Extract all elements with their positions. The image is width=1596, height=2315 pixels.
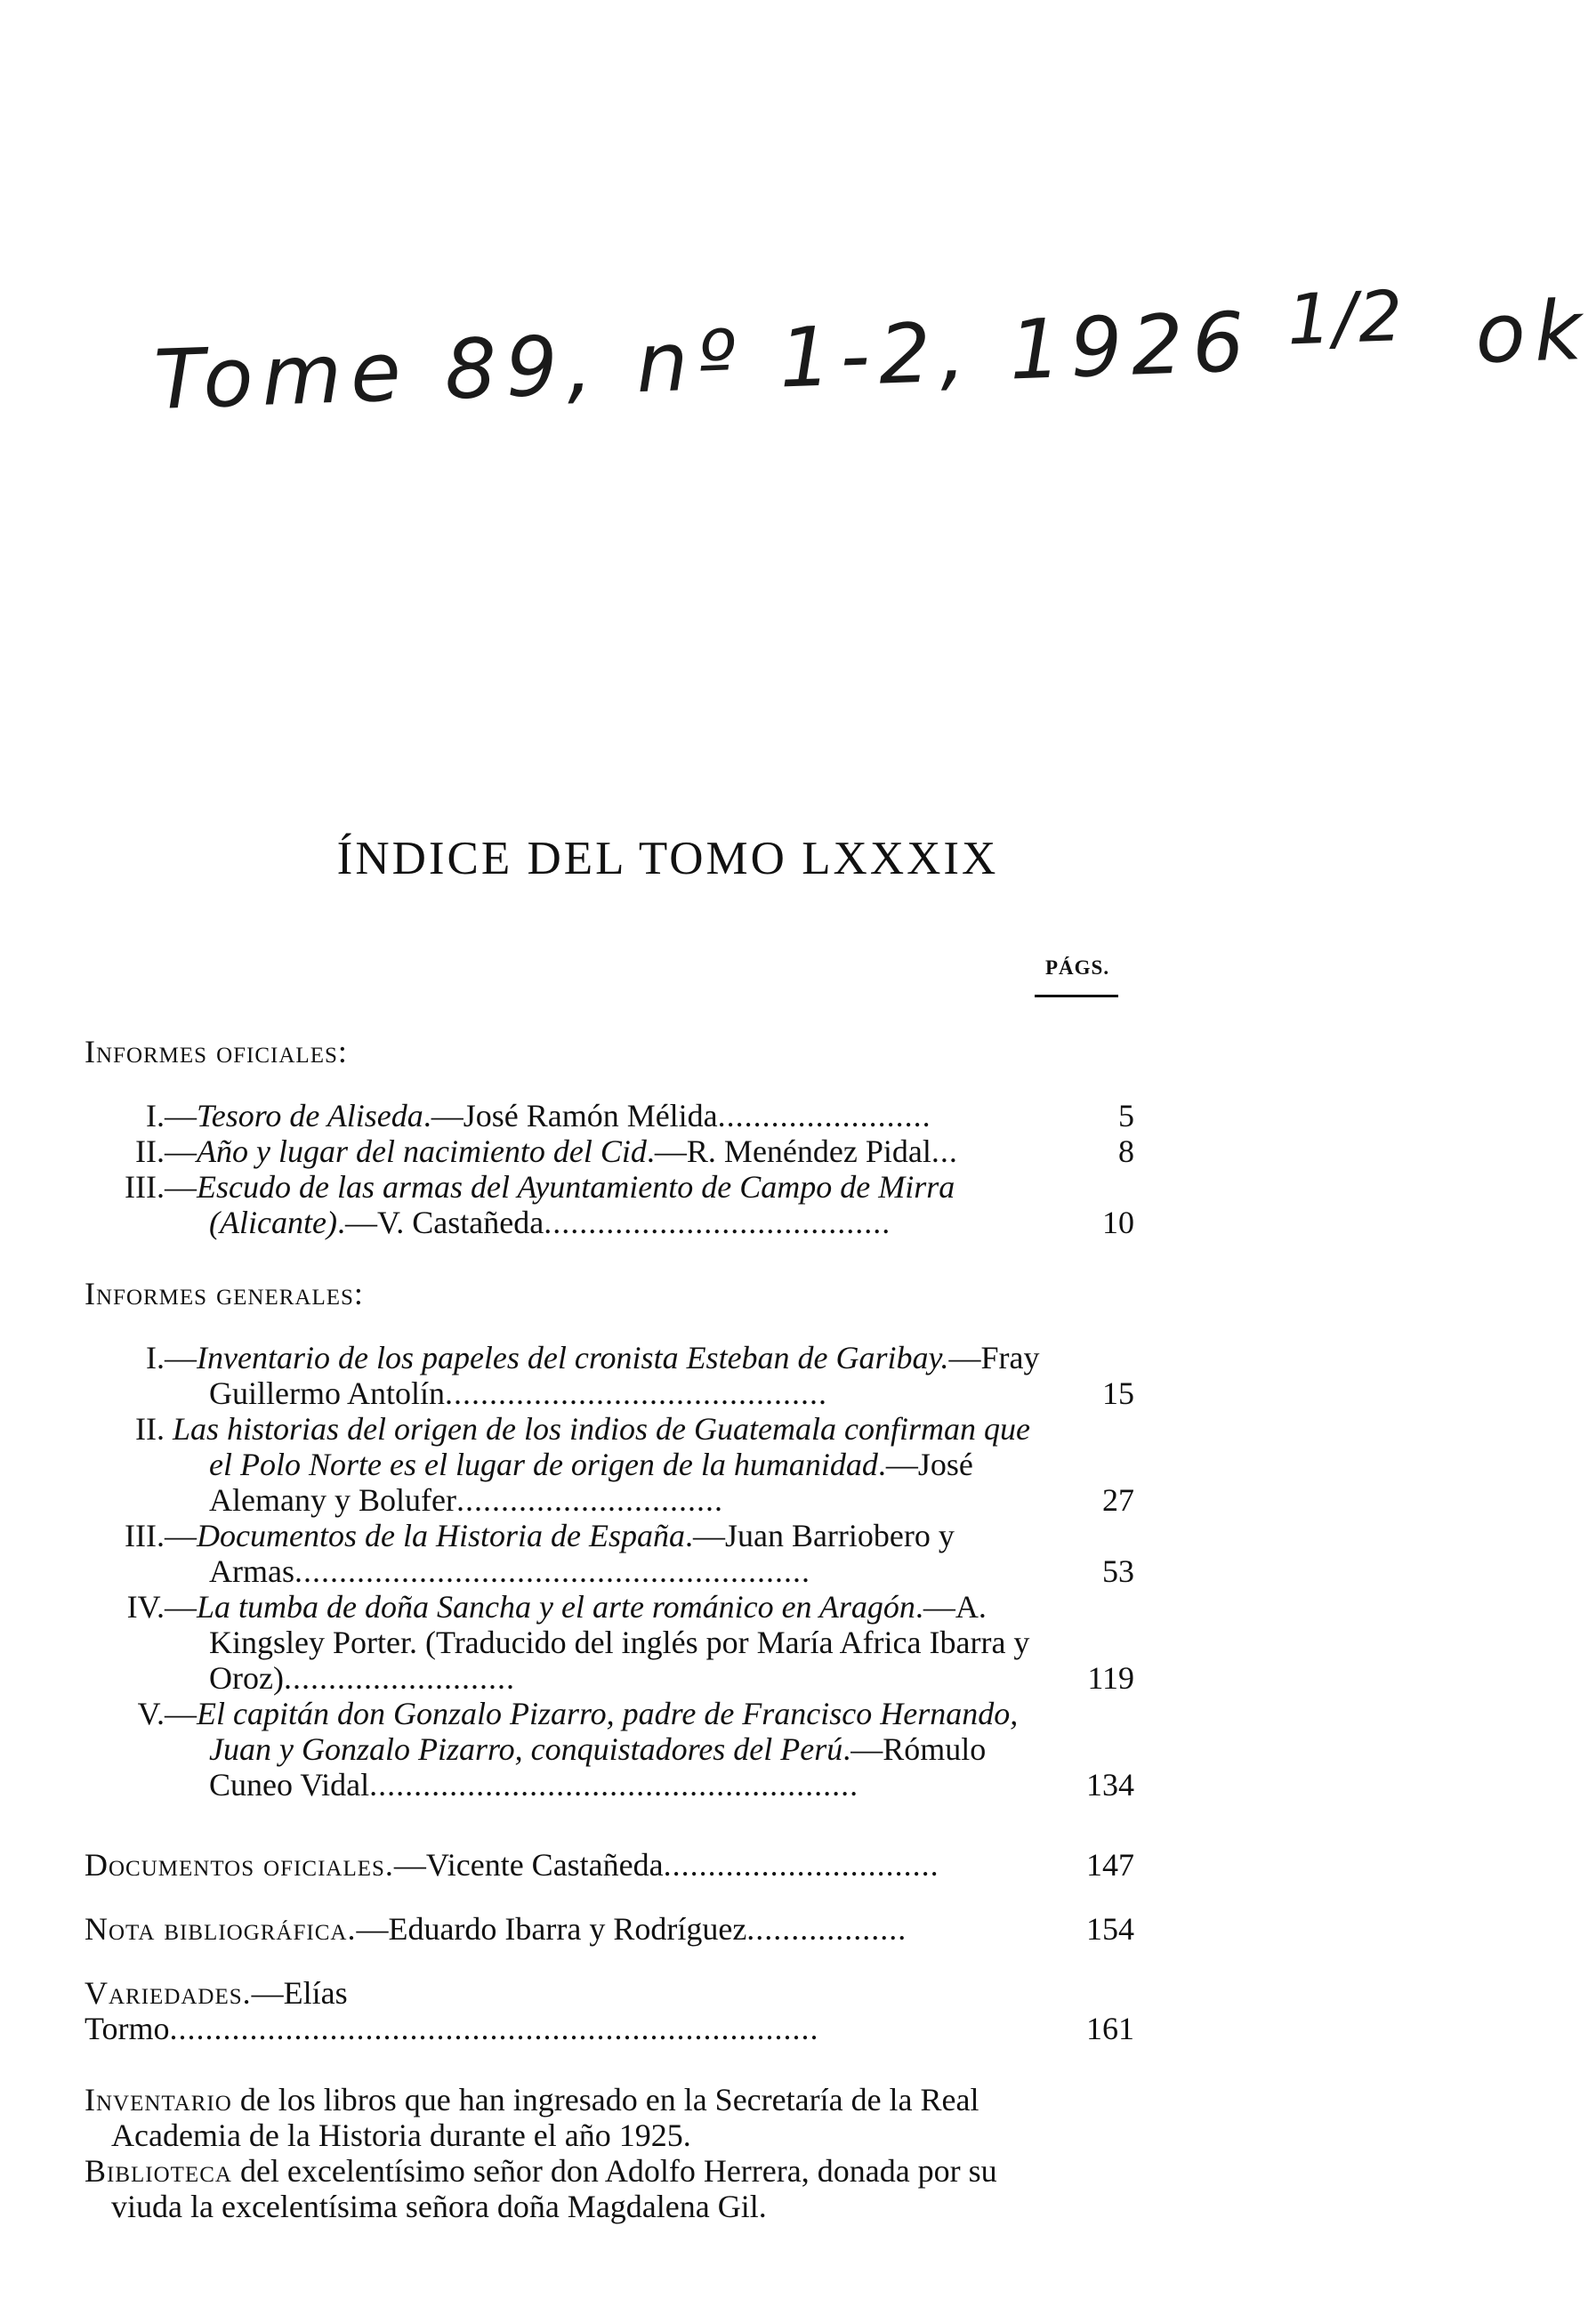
entry-author: José Alemany y Bolufer xyxy=(209,1447,973,1518)
toc-entry: I.—Inventario de los papeles del cronista Esteban de Garibay.—Fray Guillermo Antolín........................................... 15 xyxy=(85,1340,1134,1411)
entry-author: Eduardo Ibarra y Rodríguez xyxy=(388,1911,747,1947)
entry-number: II. xyxy=(135,1133,165,1169)
entry-number: II. xyxy=(135,1411,165,1447)
entry-text: de los libros que han ingresado en la Secretaría de la Real Academia de la Historia durante el año 1925. xyxy=(111,2082,979,2153)
handwritten-fraction: 1/2 xyxy=(1286,276,1406,361)
entry-number: III. xyxy=(125,1518,165,1553)
handwritten-annotation xyxy=(152,276,1592,525)
toc-entry: III.—Escudo de las armas del Ayuntamiento de Campo de Mirra (Alicante).—V. Castañeda....................................... 10 xyxy=(85,1169,1134,1240)
section-heading-nota: Nota bibliográfica. xyxy=(85,1911,357,1947)
handwritten-volume-note: Tome 89, nº 1-2, 1926 xyxy=(152,294,1255,428)
pages-label-rule xyxy=(1035,995,1118,997)
entry-page: 154 xyxy=(1086,1911,1134,1947)
entry-title: El capitán don Gonzalo Pizarro, padre de Francisco Hernando, Juan y Gonzalo Pizarro, conquistadores del Perú xyxy=(197,1696,1019,1767)
entry-author: A. Kingsley Porter. (Traducido del inglés por María Africa Ibarra y Oroz) xyxy=(209,1589,1030,1696)
section-heading-variedades: Variedades. xyxy=(85,1975,252,2011)
entry-title: La tumba de doña Sancha y el arte románico en Aragón xyxy=(197,1589,915,1625)
toc-entry: Documentos oficiales.—Vicente Castañeda............................... 147 xyxy=(85,1847,1134,1883)
entry-page: 27 xyxy=(1102,1482,1134,1518)
toc-entry xyxy=(85,2153,1134,2224)
section-heading-biblioteca: Biblioteca xyxy=(85,2153,232,2189)
toc-entry: III.—Documentos de la Historia de España.—Juan Barriobero y Armas.......................................................... 53 xyxy=(85,1518,1134,1589)
toc-entry: Variedades.—Elías Tormo......................................................................... 161 xyxy=(85,1975,1134,2046)
toc-entry: V.—El capitán don Gonzalo Pizarro, padre de Francisco Hernando, Juan y Gonzalo Pizarro, conquistadores del Perú.—Rómulo Cuneo Vidal....................................................... 134 xyxy=(85,1696,1134,1803)
page-title: ÍNDICE DEL TOMO LXXXIX xyxy=(336,833,999,884)
entry-text: del excelentísimo señor don Adolfo Herrera, donada por su viuda la excelentísima señora doña Magdalena Gil. xyxy=(111,2153,997,2224)
entry-author: Rómulo Cuneo Vidal xyxy=(209,1731,987,1803)
entry-title: Escudo de las armas del Ayuntamiento de Campo de Mirra (Alicante) xyxy=(197,1169,955,1240)
entry-author: Vicente Castañeda xyxy=(425,1847,664,1883)
entry-number: V. xyxy=(137,1696,165,1731)
entry-title: Documentos de la Historia de España xyxy=(197,1518,685,1553)
toc-entry: II.—Año y lugar del nacimiento del Cid.—R. Menéndez Pidal... 8 xyxy=(85,1133,1134,1169)
entry-author: V. Castañeda xyxy=(376,1205,544,1240)
toc-entry: Nota bibliográfica.—Eduardo Ibarra y Rodríguez.................. 154 xyxy=(85,1911,1134,1947)
entry-page: 53 xyxy=(1102,1553,1134,1589)
toc-entry: I.—Tesoro de Aliseda.—José Ramón Mélida........................ 5 xyxy=(85,1098,1134,1133)
toc-entry xyxy=(85,2082,1134,2153)
entry-author: R. Menéndez Pidal xyxy=(686,1133,931,1169)
toc-entry: II. Las historias del origen de los indios de Guatemala confirman que el Polo Norte es el lugar de origen de la humanidad.—José Alemany y Bolufer.............................. 27 xyxy=(85,1411,1134,1518)
handwritten-ok-mark: ok xyxy=(1473,282,1592,383)
section-heading-documentos: Documentos oficiales. xyxy=(85,1847,394,1883)
entry-author: Elías Tormo xyxy=(85,1975,348,2046)
section-heading-inventario: Inventario xyxy=(85,2082,232,2117)
pages-column-label: PÁGS. xyxy=(1045,956,1110,979)
entry-title: Año y lugar del nacimiento del Cid xyxy=(197,1133,647,1169)
entry-title: Tesoro de Aliseda xyxy=(197,1098,423,1133)
entry-page: 147 xyxy=(1086,1847,1134,1883)
entry-page: 15 xyxy=(1102,1375,1134,1411)
entry-title: Las historias del origen de los indios de Guatemala confirman que el Polo Norte es el lugar de origen de la humanidad xyxy=(173,1411,1030,1482)
toc-entry: IV.—La tumba de doña Sancha y el arte románico en Aragón.—A. Kingsley Porter. (Traducido del inglés por María Africa Ibarra y Oroz).......................... 119 xyxy=(85,1589,1134,1696)
entry-author: Fray Guillermo Antolín xyxy=(209,1340,1040,1411)
entry-page: 134 xyxy=(1086,1767,1134,1803)
entry-page: 161 xyxy=(1086,2011,1134,2046)
table-of-contents xyxy=(85,1005,1134,2224)
entry-page: 8 xyxy=(1118,1133,1134,1169)
entry-number: IV. xyxy=(126,1589,165,1625)
entry-page: 10 xyxy=(1102,1205,1134,1240)
entry-author: José Ramón Mélida xyxy=(463,1098,718,1133)
entry-title: Inventario de los papeles del cronista Esteban de Garibay. xyxy=(197,1340,949,1375)
entry-number: I. xyxy=(146,1340,165,1375)
section-heading-informes-oficiales: Informes oficiales: xyxy=(85,1034,348,1069)
entry-page: 119 xyxy=(1087,1660,1134,1696)
entry-number: I. xyxy=(146,1098,165,1133)
entry-page: 5 xyxy=(1118,1098,1134,1133)
entry-author: Juan Barriobero y Armas xyxy=(209,1518,955,1589)
section-heading-informes-generales: Informes generales: xyxy=(85,1276,364,1311)
entry-number: III. xyxy=(125,1169,165,1205)
